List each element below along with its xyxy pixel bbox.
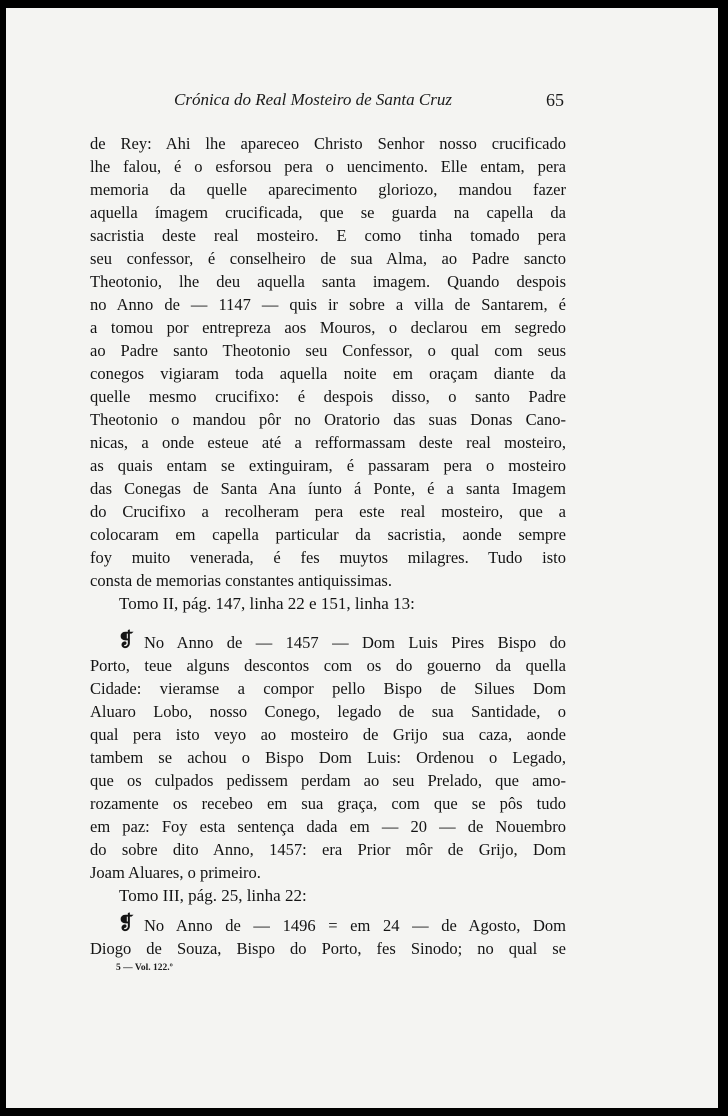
text-line: em paz: Foy esta sentença dada em — 20 — de Nouembro [90, 817, 566, 836]
text-line: de Rey: Ahi lhe apareceo Christo Senhor nosso crucificado [90, 134, 566, 153]
text-line: do sobre dito Anno, 1457: era Prior môr de Grijo, Dom [90, 840, 566, 859]
text-line: das Conegas de Santa Ana íunto á Ponte, é a santa Imagem [90, 479, 566, 498]
text-line: Porto, teue alguns descontos com os do gouerno da quella [90, 656, 566, 675]
text-line: sacristia deste real mosteiro. E como tinha tomado pera [90, 226, 566, 245]
text-line: do Crucifixo a recolheram pera este real mosteiro, que a [90, 502, 566, 521]
text-line: seu confessor, é conselheiro de sua Alma, ao Padre sancto [90, 249, 566, 268]
text-line: lhe falou, é o esforsou pera o uencimento. Elle entam, pera [90, 157, 566, 176]
text-line: Diogo de Souza, Bispo do Porto, fes Sinodo; no qual se [90, 939, 566, 958]
text-line: aquella ímagem crucificada, que se guarda na capella da [90, 203, 566, 222]
text-line: conegos vigiaram toda aquella noite em oraçam diante da [90, 364, 566, 383]
pilcrow-mark: ❡ [118, 913, 134, 934]
text-line: Joam Aluares, o primeiro. [90, 863, 261, 882]
text-line: memoria da quelle aparecimento gloriozo, mandou fazer [90, 180, 566, 199]
text-line: Aluaro Lobo, nosso Conego, legado de sua Santidade, o [90, 702, 566, 721]
text-line: qual pera isto veyo ao mosteiro de Grijo sua caza, aonde [90, 725, 566, 744]
signature-mark: 5 — Vol. 122.º [116, 963, 173, 973]
text-line: colocaram em capella particular da sacristia, aonde sempre [90, 525, 566, 544]
text-line: rozamente os recebeo em sua graça, com que se pôs tudo [90, 794, 566, 813]
text-line: nicas, a onde esteue até a refformassam deste real mosteiro, [90, 433, 566, 452]
text-line: foy muito venerada, é fes muytos milagres. Tudo isto [90, 548, 566, 567]
text-line: no Anno de — 1147 — quis ir sobre a villa de Santarem, é [90, 295, 566, 314]
text-line: Theotonio, lhe deu aquella santa imagem. Quando despois [90, 272, 566, 291]
text-line: a tomou por entrepreza aos Mouros, o declarou em segredo [90, 318, 566, 337]
source-reference: Tomo III, pág. 25, linha 22: [119, 886, 307, 905]
text-line: que os culpados pedissem perdam ao seu Prelado, que amo- [90, 771, 566, 790]
text-line: Cidade: vieramse a compor pello Bispo de Silues Dom [90, 679, 566, 698]
source-reference: Tomo II, pág. 147, linha 22 e 151, linha 13: [119, 594, 415, 613]
text-line: quelle mesmo crucifixo: é despois disso, o santo Padre [90, 387, 566, 406]
text-line: No Anno de — 1457 — Dom Luis Pires Bispo do [144, 633, 566, 652]
text-line: as quais entam se extinguiram, é passaram pera o mosteiro [90, 456, 566, 475]
text-line: ao Padre santo Theotonio seu Confessor, o qual com seus [90, 341, 566, 360]
body-text [6, 8, 718, 1108]
text-line: consta de memorias constantes antiquissimas. [90, 571, 392, 590]
text-line: No Anno de — 1496 = em 24 — de Agosto, Dom [144, 916, 566, 935]
running-title: Crónica do Real Mosteiro de Santa Cruz [174, 90, 452, 109]
pilcrow-mark: ❡ [118, 630, 134, 651]
page-number: 65 [546, 90, 564, 110]
text-line: Theotonio o mandou pôr no Oratorio das suas Donas Cano- [90, 410, 566, 429]
book-page [6, 8, 718, 1108]
text-line: tambem se achou o Bispo Dom Luis: Ordenou o Legado, [90, 748, 566, 767]
